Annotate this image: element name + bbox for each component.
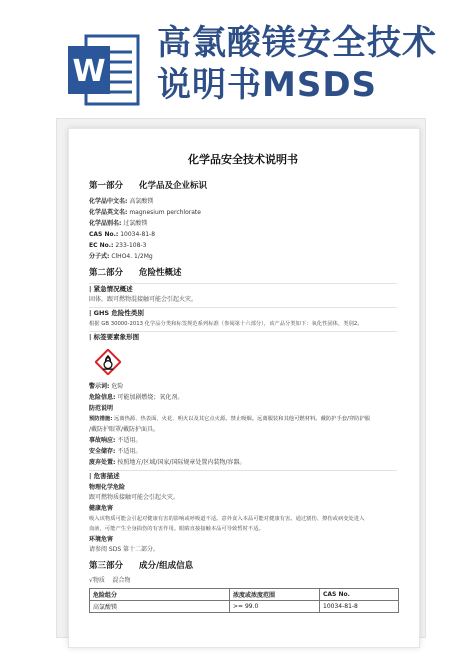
- substance-type-line: √物质 混合物: [89, 577, 131, 584]
- section-label: 第二部分: [89, 268, 124, 278]
- section-label: 第一部分: [89, 181, 124, 191]
- row-value: ClHO4. 1/2Mg: [111, 253, 153, 260]
- row-key: CAS No.:: [89, 231, 119, 238]
- info-row: [89, 196, 397, 207]
- row-value: 不适用。: [117, 437, 142, 444]
- table-header-cell: 危险组分: [90, 589, 230, 601]
- row-key: 预防措施:: [89, 416, 113, 422]
- ghs-text: 根据 GB 30000-2013 化学品分类和标签规范系列标准（参阅第十六部分），该产品分类如下：氧化性固体，类别2。: [89, 321, 363, 327]
- section-heading: [89, 179, 397, 191]
- info-row: [89, 251, 397, 262]
- section-title: 成分/组成信息: [139, 561, 194, 571]
- row-value: 远离热源、热表面、火花、明火以及其它点火源。禁止吸烟。远离服装和其他可燃材料。戴防护手套/穿防护服: [114, 416, 371, 422]
- health-text: 吸入该物质可能会引起对健康有害的影响或呼吸道不适。意外食入本品可能对健康有害。通过割伤、擦伤或病变处进入: [89, 516, 365, 522]
- hazard-row: [89, 392, 397, 403]
- row-key: 警示词:: [89, 383, 110, 390]
- row-value: 危险: [111, 383, 124, 390]
- row-value: 过氯酸镁: [123, 220, 148, 227]
- table-cell: 10034-81-8: [320, 601, 399, 613]
- info-row: [89, 207, 397, 218]
- word-document-icon: [64, 30, 144, 110]
- section-heading: [89, 559, 397, 571]
- section-title: 化学品及企业标识: [139, 181, 208, 191]
- storage-row: [89, 446, 397, 457]
- signal-word-row: [89, 381, 397, 392]
- document-page: [68, 128, 420, 648]
- section-label: 第三部分: [89, 561, 124, 571]
- table-header-cell: CAS No.: [320, 589, 399, 601]
- page-title: 高氯酸镁安全技术说明书MSDS: [157, 23, 437, 105]
- prevention-continued: /戴防护眼罩/戴防护面具。: [89, 426, 160, 433]
- row-value: 不适用。: [117, 448, 142, 455]
- row-value: 可能加剧燃烧；氧化剂。: [117, 394, 184, 401]
- hazard-description-heading: | 危害描述: [89, 470, 397, 482]
- table-header-row: [90, 589, 399, 601]
- row-value: 按照地方/区域/国家/国际规章处置内装物/容器。: [117, 459, 246, 466]
- prevention-row: [89, 414, 397, 425]
- physchem-heading: 物理化学危险: [89, 484, 126, 491]
- environment-text: 请参阅 SDS 第十二部分。: [89, 546, 160, 553]
- emergency-text: 固体，跟可燃物混接触可能会引起火灾。: [89, 296, 198, 303]
- table-header-cell: 浓度或浓度范围: [230, 589, 320, 601]
- row-key: 化学品别名:: [89, 220, 122, 227]
- info-row: [89, 229, 397, 240]
- disposal-row: [89, 457, 397, 468]
- row-key: 危险信息:: [89, 394, 116, 401]
- info-row: [89, 218, 397, 229]
- document-title: 化学品安全技术说明书: [188, 153, 298, 166]
- emergency-heading: | 紧急情况概述: [89, 283, 397, 295]
- banner-header: [0, 0, 474, 120]
- section-heading: [89, 266, 397, 278]
- row-key: EC No.:: [89, 242, 114, 249]
- composition-table: [89, 588, 399, 613]
- section-title: 危险性概述: [139, 268, 182, 278]
- health-text: 血液，可能产生全身损伤的有害作用。眼睛直接接触本品可导致暂时不适。: [89, 526, 264, 532]
- row-value: 233-108-3: [115, 242, 147, 249]
- row-value: magnesium perchlorate: [129, 209, 201, 216]
- word-icon-letter: W: [72, 54, 106, 89]
- table-row: [90, 601, 399, 613]
- label-elements-heading: | 标签要素象形图: [89, 331, 397, 343]
- row-value: 高氯酸镁: [129, 198, 154, 205]
- prevention-heading: 防范说明: [89, 405, 114, 412]
- row-key: 安全储存:: [89, 448, 116, 455]
- physchem-text: 跟可燃物质接触可能会引起火灾。: [89, 494, 180, 501]
- ghs-heading: | GHS 危险性类别: [89, 307, 397, 319]
- table-cell: 高氯酸镁: [90, 601, 230, 613]
- table-cell: >= 99.0: [230, 601, 320, 613]
- row-key: 废弃处置:: [89, 459, 116, 466]
- row-key: 分子式:: [89, 253, 110, 260]
- health-heading: 健康危害: [89, 505, 114, 512]
- row-key: 化学品中文名:: [89, 198, 128, 205]
- oxidizer-pictogram-icon: [95, 349, 121, 375]
- info-row: [89, 240, 397, 251]
- environment-heading: 环境危害: [89, 536, 114, 543]
- row-key: 事故响应:: [89, 437, 116, 444]
- row-value: 10034-81-8: [120, 231, 156, 238]
- row-key: 化学品英文名:: [89, 209, 128, 216]
- response-row: [89, 435, 397, 446]
